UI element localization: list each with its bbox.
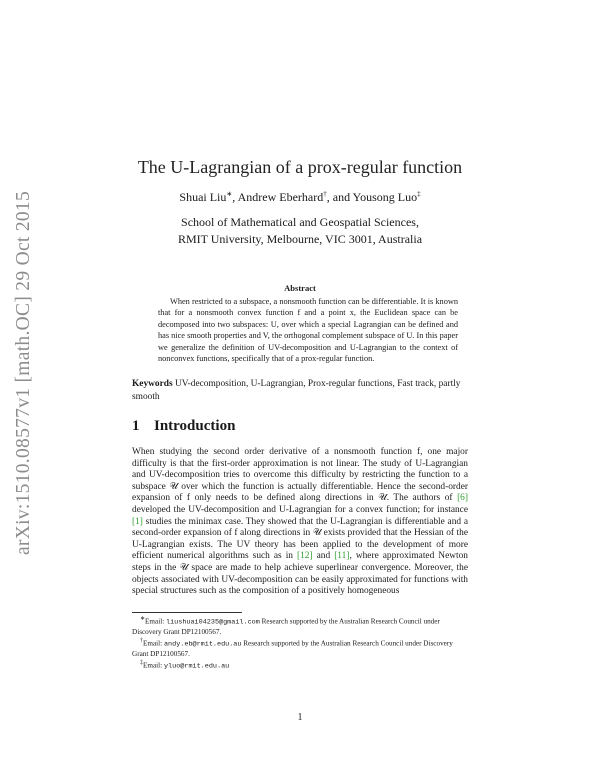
arxiv-identifier-text: arXiv:1510.08577v1 [math.OC] 29 Oct 2015 xyxy=(13,190,35,555)
footnote-mark: ‡ xyxy=(140,659,143,666)
affiliation-line: RMIT University, Melbourne, VIC 3001, Australia xyxy=(177,232,423,246)
footnote-text: Research supported by the Australian Research Council under Discovery Grant DP12100567. xyxy=(132,617,440,636)
footnote-divider xyxy=(132,612,242,613)
footnote xyxy=(132,637,468,659)
page-number: 1 xyxy=(297,712,303,723)
intro-text: When studying the second order derivative of a nonsmooth function f, one major difficulty is that the first-order approximation is not linear. The study of U-Lagrangian and UV-decomposition tries to overcome this difficulty by restricting the function to a subspace 𝒰 over which the function is actually differentiable. Hence the second-order expansion of f only needs to be defined along directions in 𝒰. The authors of xyxy=(132,447,468,504)
footnote-label: Email: xyxy=(143,639,164,648)
citation-link[interactable]: [6] xyxy=(457,493,468,504)
footnote xyxy=(132,659,468,672)
footnote-mark: ∗ xyxy=(140,616,146,622)
footnote xyxy=(132,615,468,637)
author-footnote-mark[interactable]: † xyxy=(323,190,327,198)
keywords xyxy=(132,378,468,403)
intro-text: , where approximated Newton steps in the 𝒰 space are made to help achieve superlinear convergence. Moreover, the objects associated with UV-decomposition can be easily approximated for functions with special structures such as the composition of a positively homogeneous xyxy=(132,551,468,597)
author-footnote-mark[interactable]: ‡ xyxy=(417,190,421,198)
affiliation xyxy=(0,214,600,248)
author-separator: , xyxy=(232,190,238,204)
footnote-email[interactable]: yluo@rmit.edu.au xyxy=(163,662,230,671)
intro-paragraph xyxy=(132,447,468,598)
footnote-text: Research supported by the Australian Research Council under Discovery Grant DP12100567. xyxy=(132,639,453,658)
citation-link[interactable]: [11] xyxy=(334,551,350,562)
keywords-text: UV-decomposition, U-Lagrangian, Prox-regular functions, Fast track, partly smooth xyxy=(132,379,461,402)
footnote-label: Email: xyxy=(145,617,166,626)
footnote-mark: † xyxy=(140,637,143,644)
author-name: Yousong Luo xyxy=(352,190,418,204)
section-heading xyxy=(132,418,235,435)
affiliation-line: School of Mathematical and Geospatial Sciences, xyxy=(181,215,419,229)
intro-text: and xyxy=(312,551,335,562)
section-title: Introduction xyxy=(154,418,236,434)
citation-link[interactable]: [1] xyxy=(132,516,143,527)
keywords-label: Keywords xyxy=(132,379,173,389)
intro-text: studies the minimax case. They showed that the U-Lagrangian is differentiable and a second-order expansion of f along directions in 𝒰 exists provided that the Hessian of the U-Lagrangian exists. The UV theory has been applied to the development of more efficient numerical algorithms such as in xyxy=(132,516,468,562)
abstract-text: When restricted to a subspace, a nonsmooth function can be differentiable. It is known that for a nonsmooth convex function f and a point x, the Euclidean space can be decomposed into two subspaces: U, over which a special Lagrangian can be defined and has nice smooth properties and V, the orthogonal complement subspace of U. In this paper we generalize the definition of UV-decomposition and U-Lagrangian to the context of nonconvex functions, specifically that of a prox-regular function. xyxy=(158,297,458,364)
section-number: 1 xyxy=(132,418,140,434)
intro-text: developed the UV-decomposition and U-Lagrangian for a convex function; for instance xyxy=(132,504,468,515)
footnote-email[interactable]: liushuai04235@gmail.com xyxy=(166,618,260,627)
footnote-email[interactable]: andy.eb@rmit.edu.au xyxy=(163,640,242,649)
author-name: Shuai Liu xyxy=(179,190,227,204)
citation-link[interactable]: [12] xyxy=(297,551,313,562)
author-footnote-mark[interactable]: ∗ xyxy=(226,190,233,198)
footnote-label: Email: xyxy=(143,661,164,670)
paper-title: The U-Lagrangian of a prox-regular function xyxy=(137,157,463,177)
author-name: Andrew Eberhard xyxy=(237,190,324,204)
abstract-heading: Abstract xyxy=(284,283,316,293)
author-separator: , and xyxy=(326,190,353,204)
author-list xyxy=(0,190,600,205)
footnotes xyxy=(132,615,468,672)
